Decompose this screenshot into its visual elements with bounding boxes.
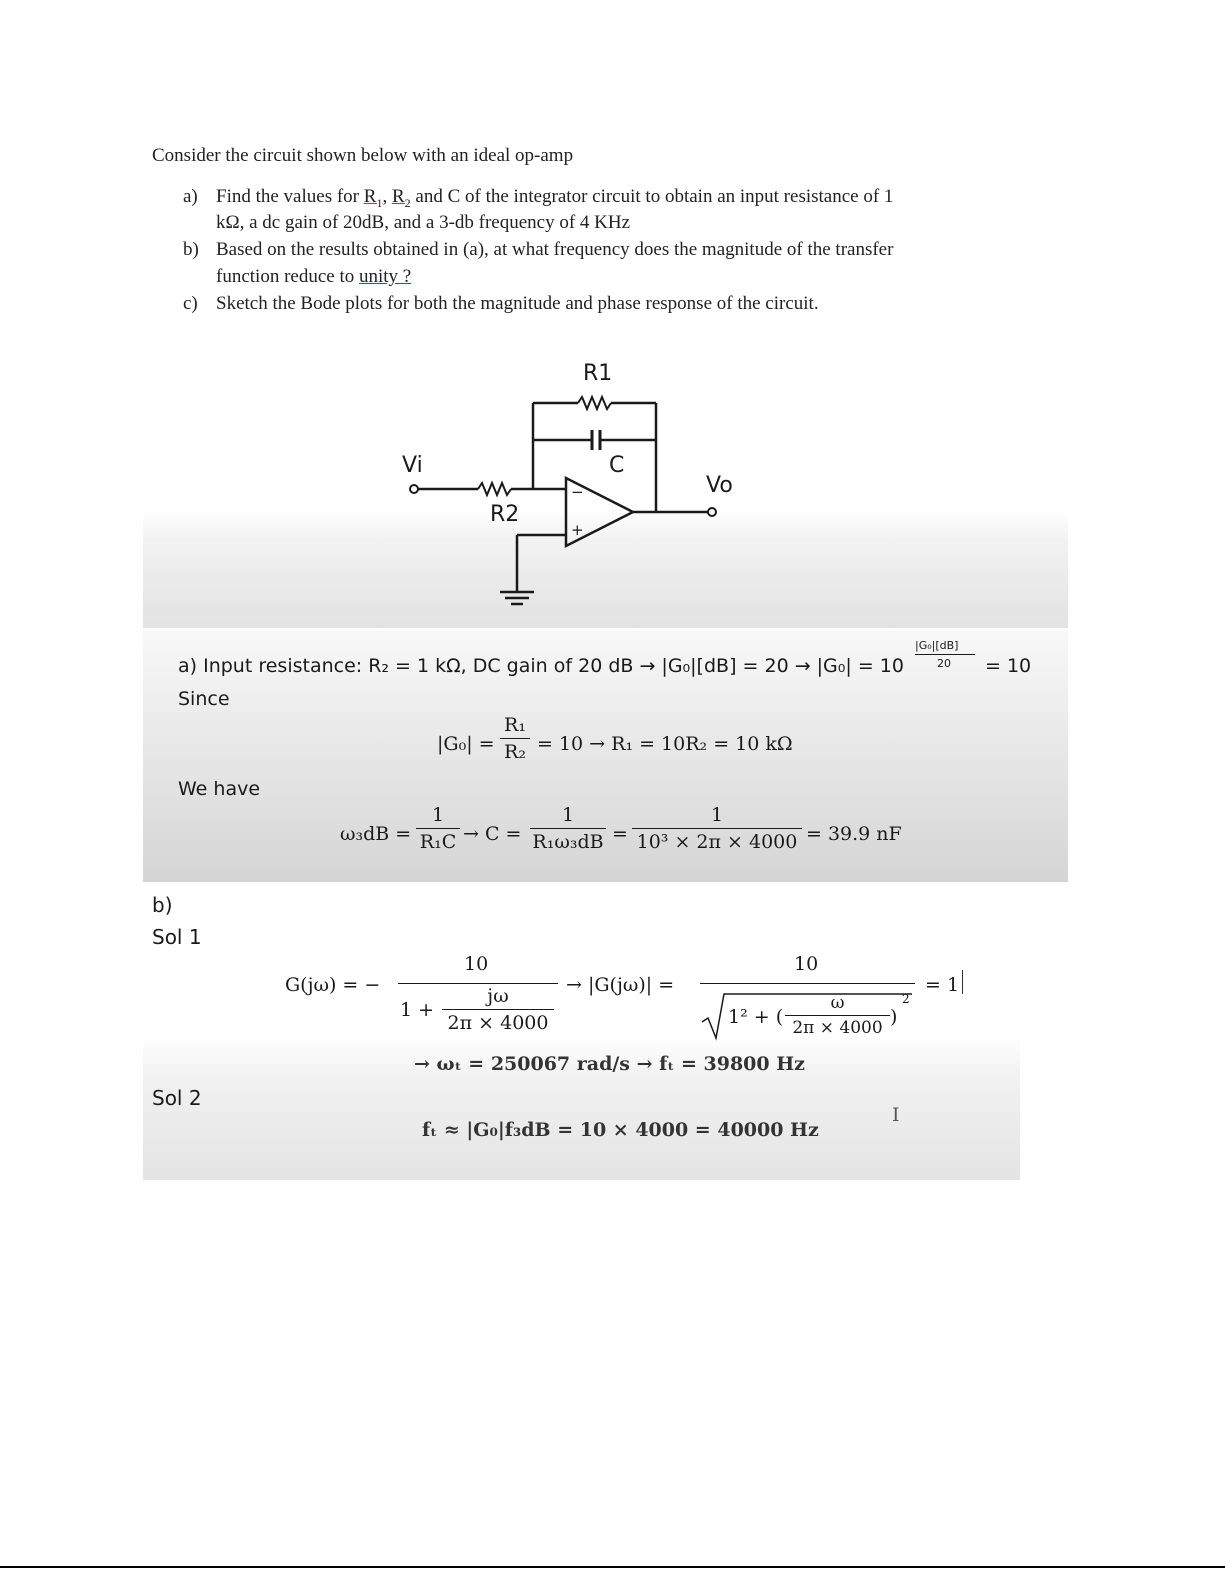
text-caret [962, 970, 963, 994]
mag-den-fraction [785, 993, 890, 1038]
mag-den-inner: 1² + ( [728, 1006, 784, 1028]
eq2-f1-bar [416, 828, 460, 829]
solution-b-label: b) [152, 893, 173, 917]
label-vo: Vo [706, 473, 733, 498]
question-c-line1: Sketch the Bode plots for both the magnitude and phase response of the circuit. [216, 293, 819, 314]
solution-b-line2: → ωₜ = 250067 rad/s → fₜ = 39800 Hz [414, 1053, 805, 1075]
solution-a-exponent-num: |G₀|[dB] [915, 639, 959, 652]
integrator-circuit-diagram [0, 0, 1225, 640]
question-b-tag: b) [183, 239, 199, 260]
mag-den-close: ) [890, 1006, 898, 1028]
question-b-line2: function reduce to unity ? [216, 266, 412, 287]
g-num: 10 [464, 953, 489, 975]
label-vi: Vi [402, 453, 423, 478]
eq1-num: R₁ [504, 714, 526, 736]
label-plus: + [571, 521, 584, 539]
sol1-label: Sol 1 [152, 925, 202, 949]
label-r1: R1 [583, 361, 613, 386]
eq2-mid: → C = [463, 823, 522, 845]
g-den-pre: 1 + [400, 999, 435, 1021]
problem-intro: Consider the circuit shown below with an ideal op-amp [152, 145, 574, 166]
g-lhs: G(jω) = − [285, 974, 381, 996]
mag-den-frac-den: 2π × 4000 [792, 1018, 883, 1038]
label-c: C [609, 453, 625, 478]
label-r2: R2 [490, 502, 520, 527]
mag-num: 10 [794, 953, 819, 975]
solution-a-since: Since [178, 688, 230, 710]
mag-rhs: = 1 [925, 974, 960, 996]
mag-main-bar [700, 983, 915, 984]
eq2-f3-bar [632, 828, 802, 829]
question-c-tag: c) [183, 293, 198, 314]
eq2-rhs: = 39.9 nF [806, 823, 902, 845]
g-den-den: 2π × 4000 [447, 1012, 549, 1034]
g-den-bar [442, 1009, 554, 1010]
question-a-tag: a) [183, 186, 198, 207]
eq2-equals: = [612, 823, 628, 845]
eq2-f2-den: R₁ω₃dB [532, 831, 604, 853]
mag-den-frac-num: ω [830, 993, 845, 1013]
mag-arrow: → |G(jω)| = [566, 974, 675, 996]
label-minus: − [571, 483, 584, 501]
eq2-f1-den: R₁C [419, 831, 457, 853]
eq2-lhs: ω₃dB = [340, 823, 412, 845]
solution-a-exponent-bar [915, 654, 975, 655]
eq2-f3-den: 10³ × 2π × 4000 [636, 831, 798, 853]
eq2-f1-num: 1 [431, 804, 445, 826]
eq2-f3-num: 1 [710, 804, 724, 826]
eq1-bar [500, 738, 530, 739]
solution-a-we-have: We have [178, 778, 261, 800]
eq2-fraction-3 [632, 804, 802, 853]
eq2-fraction-2 [530, 804, 606, 853]
g-den-num: jω [487, 985, 509, 1007]
g-den-fraction [442, 985, 554, 1034]
mag-den-frac-bar [785, 1015, 890, 1016]
question-b-line1: Based on the results obtained in (a), at what frequency does the magnitude of the transfer [216, 239, 894, 260]
eq1-rhs: = 10 → R₁ = 10R₂ = 10 kΩ [537, 733, 793, 755]
solution-a-exponent-den: 20 [937, 657, 951, 670]
question-a-line2: kΩ, a dc gain of 20dB, and a 3-db frequency of 4 KHz [216, 212, 631, 233]
solution-b-line3: fₜ ≈ |G₀|f₃dB = 10 × 4000 = 40000 Hz [422, 1119, 819, 1141]
eq1-lhs: |G₀| = [437, 733, 495, 755]
eq2-f2-num: 1 [561, 804, 575, 826]
solution-a-line1: a) Input resistance: R₂ = 1 kΩ, DC gain of 20 dB → |G₀|[dB] = 20 → |G₀| = 10 [178, 655, 904, 677]
g-main-bar [398, 983, 558, 984]
eq1-den: R₂ [504, 741, 526, 763]
mag-den-square: 2 [902, 992, 910, 1006]
eq2-f2-bar [530, 828, 606, 829]
question-a-line1: Find the values for $R_1$, $R_2$ and C of the integrator circuit to obtain an input resistance of 1 [216, 186, 894, 210]
mouse-cursor-icon: I [892, 1104, 900, 1126]
solution-a-line1-end: = 10 [985, 655, 1032, 677]
eq2-fraction-1 [416, 804, 460, 853]
sol2-label: Sol 2 [152, 1086, 202, 1110]
page-bottom-border [0, 1566, 1225, 1568]
eq1-fraction [500, 714, 530, 763]
